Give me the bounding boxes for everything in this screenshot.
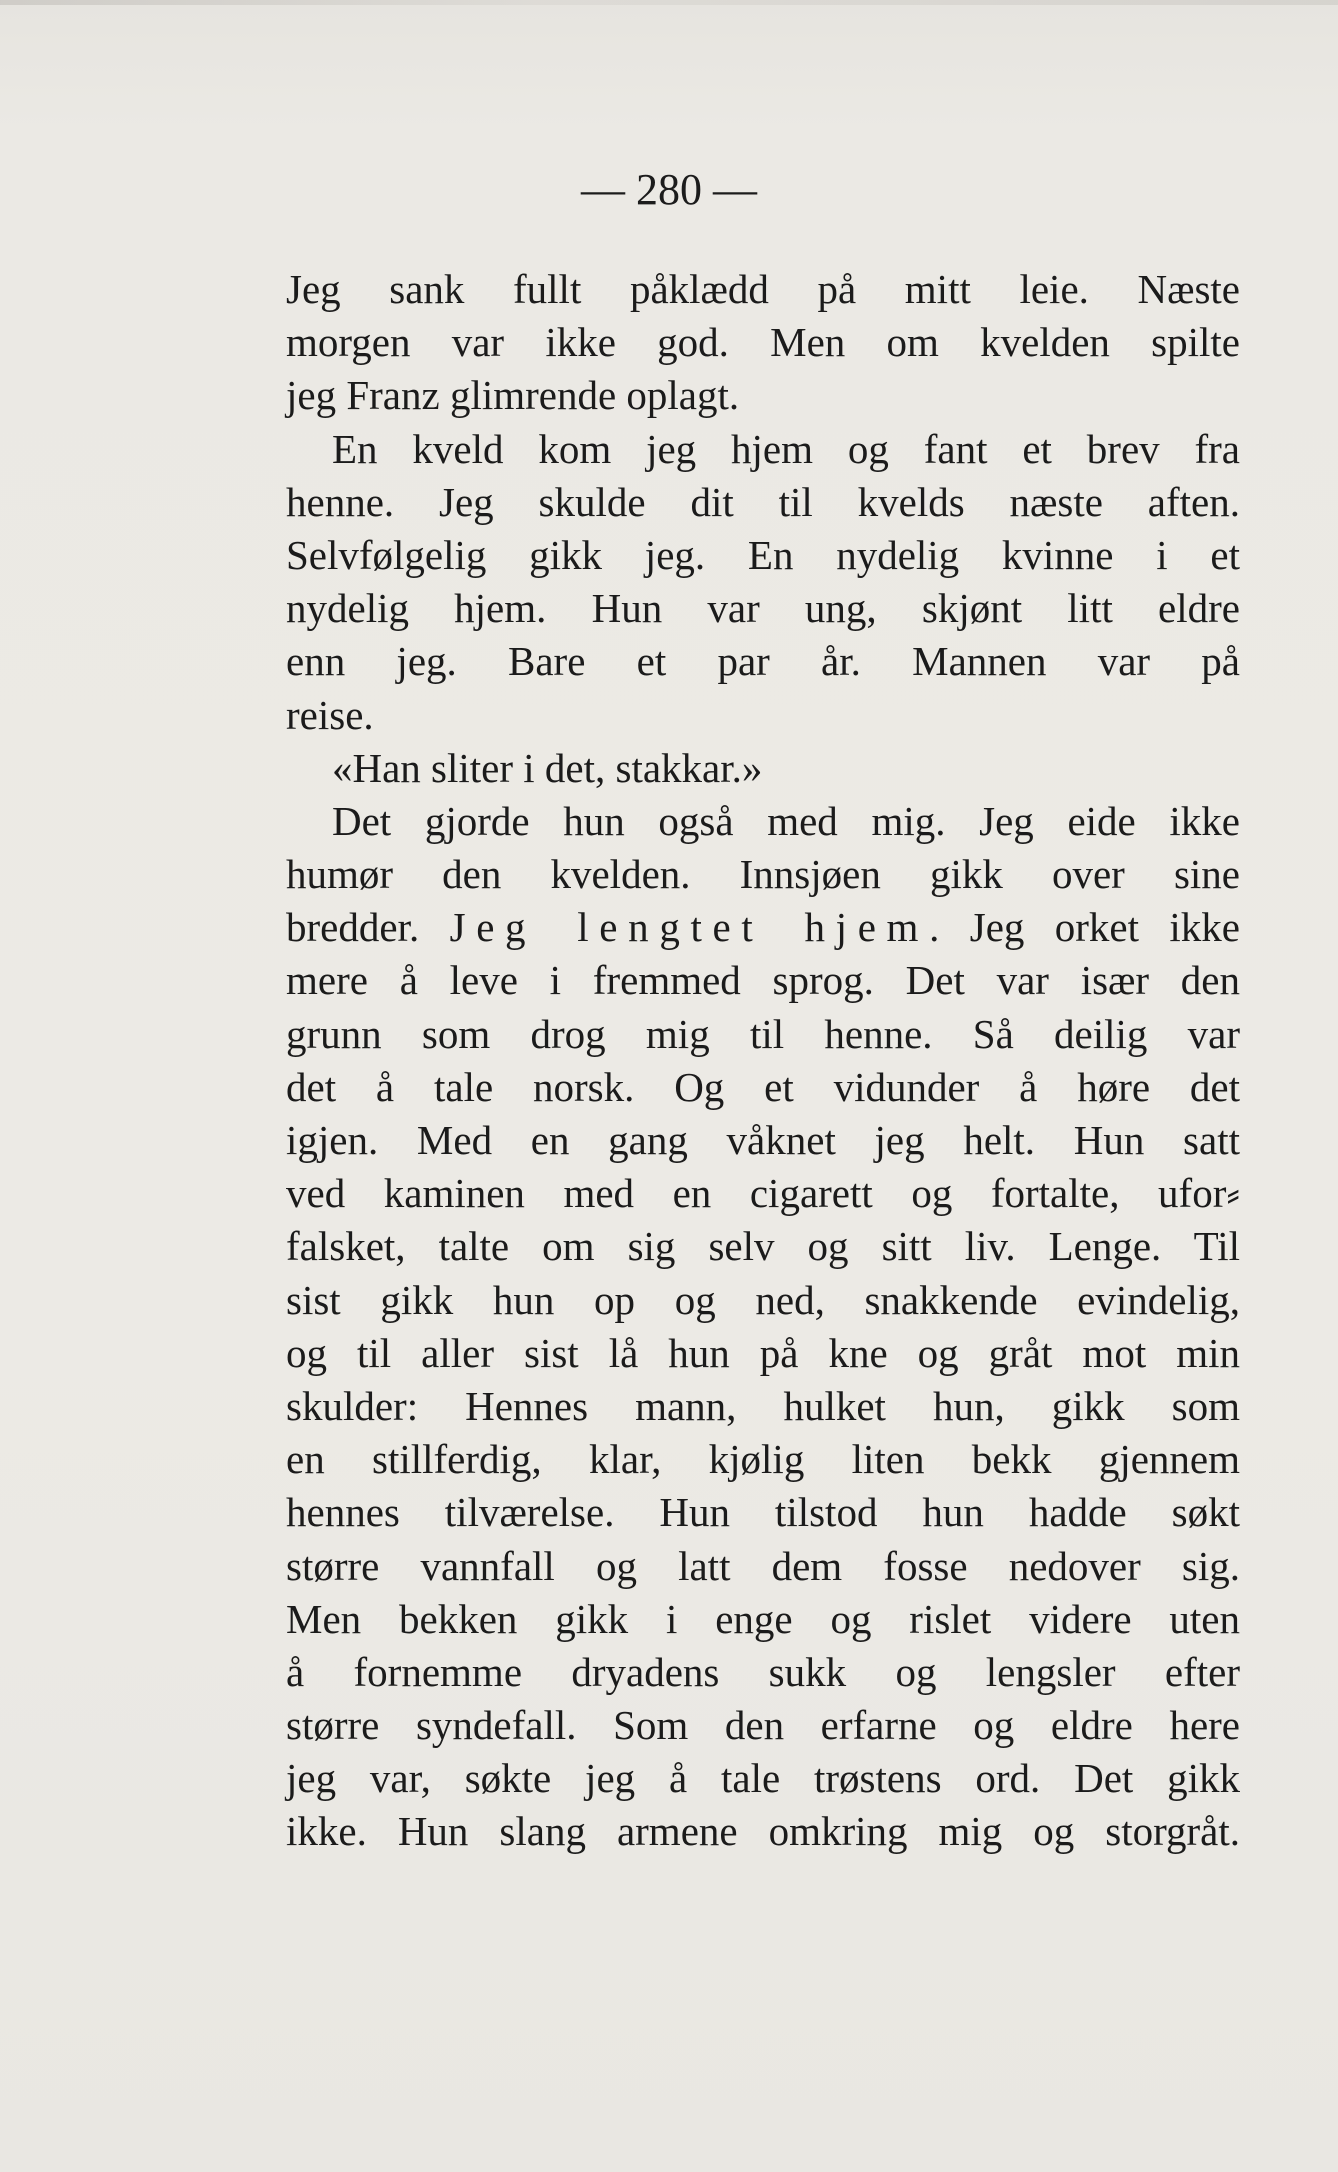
- text-line: morgen var ikke god. Men om kvelden spilte: [286, 319, 1240, 366]
- text-line: jeg var, søkte jeg å tale trøstens ord. Det gikk: [286, 1755, 1240, 1802]
- text-segment: bredder.: [286, 904, 450, 951]
- text-line: nydelig hjem. Hun var ung, skjønt litt eldre: [286, 585, 1240, 632]
- text-line: Men bekken gikk i enge og rislet videre uten: [286, 1595, 1240, 1642]
- text-line: falsket, talte om sig selv og sitt liv. Lenge. Til: [286, 1223, 1240, 1270]
- text-line: Jeg sank fullt påklædd på mitt leie. Næste: [286, 266, 1240, 312]
- page-number: — 280 —: [581, 165, 757, 214]
- text-line: større syndefall. Som den erfarne og eldre here: [286, 1702, 1240, 1749]
- text-line: grunn som drog mig til henne. Så deilig var: [286, 1010, 1240, 1057]
- text-line: Det gjorde hun også med mig. Jeg eide ikke: [332, 797, 1240, 844]
- text-line: jeg Franz glimrende oplagt.: [286, 372, 740, 419]
- text-line: mere å leve i fremmed sprog. Det var især den: [286, 957, 1240, 1004]
- text-line: hennes tilværelse. Hun tilstod hun hadde søkt: [286, 1489, 1240, 1536]
- text-line: En kveld kom jeg hjem og fant et brev fra: [332, 425, 1240, 472]
- text-line: skulder: Hennes mann, hulket hun, gikk som: [286, 1382, 1240, 1429]
- text-line: reise.: [286, 691, 374, 738]
- text-line: henne. Jeg skulde dit til kvelds næste aften.: [286, 478, 1240, 525]
- text-line: en stillferdig, klar, kjølig liten bekk gjennem: [286, 1436, 1240, 1483]
- text-line: humør den kvelden. Innsjøen gikk over sine: [286, 851, 1240, 898]
- text-line-spaced: [286, 901, 1240, 954]
- text-line: «Han sliter i det, stakkar.»: [332, 744, 763, 791]
- text-line: det å tale norsk. Og et vidunder å høre det: [286, 1063, 1240, 1110]
- text-line: enn jeg. Bare et par år. Mannen var på: [286, 638, 1240, 685]
- text-segment: . Jeg orket ikke: [929, 904, 1240, 951]
- text-line: Selvfølgelig gikk jeg. En nydelig kvinne i et: [286, 531, 1240, 578]
- text-line: å fornemme dryadens sukk og lengsler efter: [286, 1648, 1240, 1695]
- page-top-edge: [0, 0, 1338, 5]
- text-line: igjen. Med en gang våknet jeg helt. Hun satt: [286, 1117, 1240, 1163]
- text-line: større vannfall og latt dem fosse nedover sig.: [286, 1542, 1240, 1589]
- text-line: og til aller sist lå hun på kne og gråt mot min: [286, 1329, 1240, 1376]
- body-text: [286, 263, 1240, 1859]
- text-line: sist gikk hun op og ned, snakkende evindelig,: [286, 1276, 1240, 1323]
- spaced-emphasis: Jeg lengtet hjem: [449, 904, 930, 951]
- text-line: ikke. Hun slang armene omkring mig og storgråt.: [286, 1808, 1240, 1855]
- text-line: ved kaminen med en cigarett og fortalte, ufor⸗: [286, 1170, 1240, 1217]
